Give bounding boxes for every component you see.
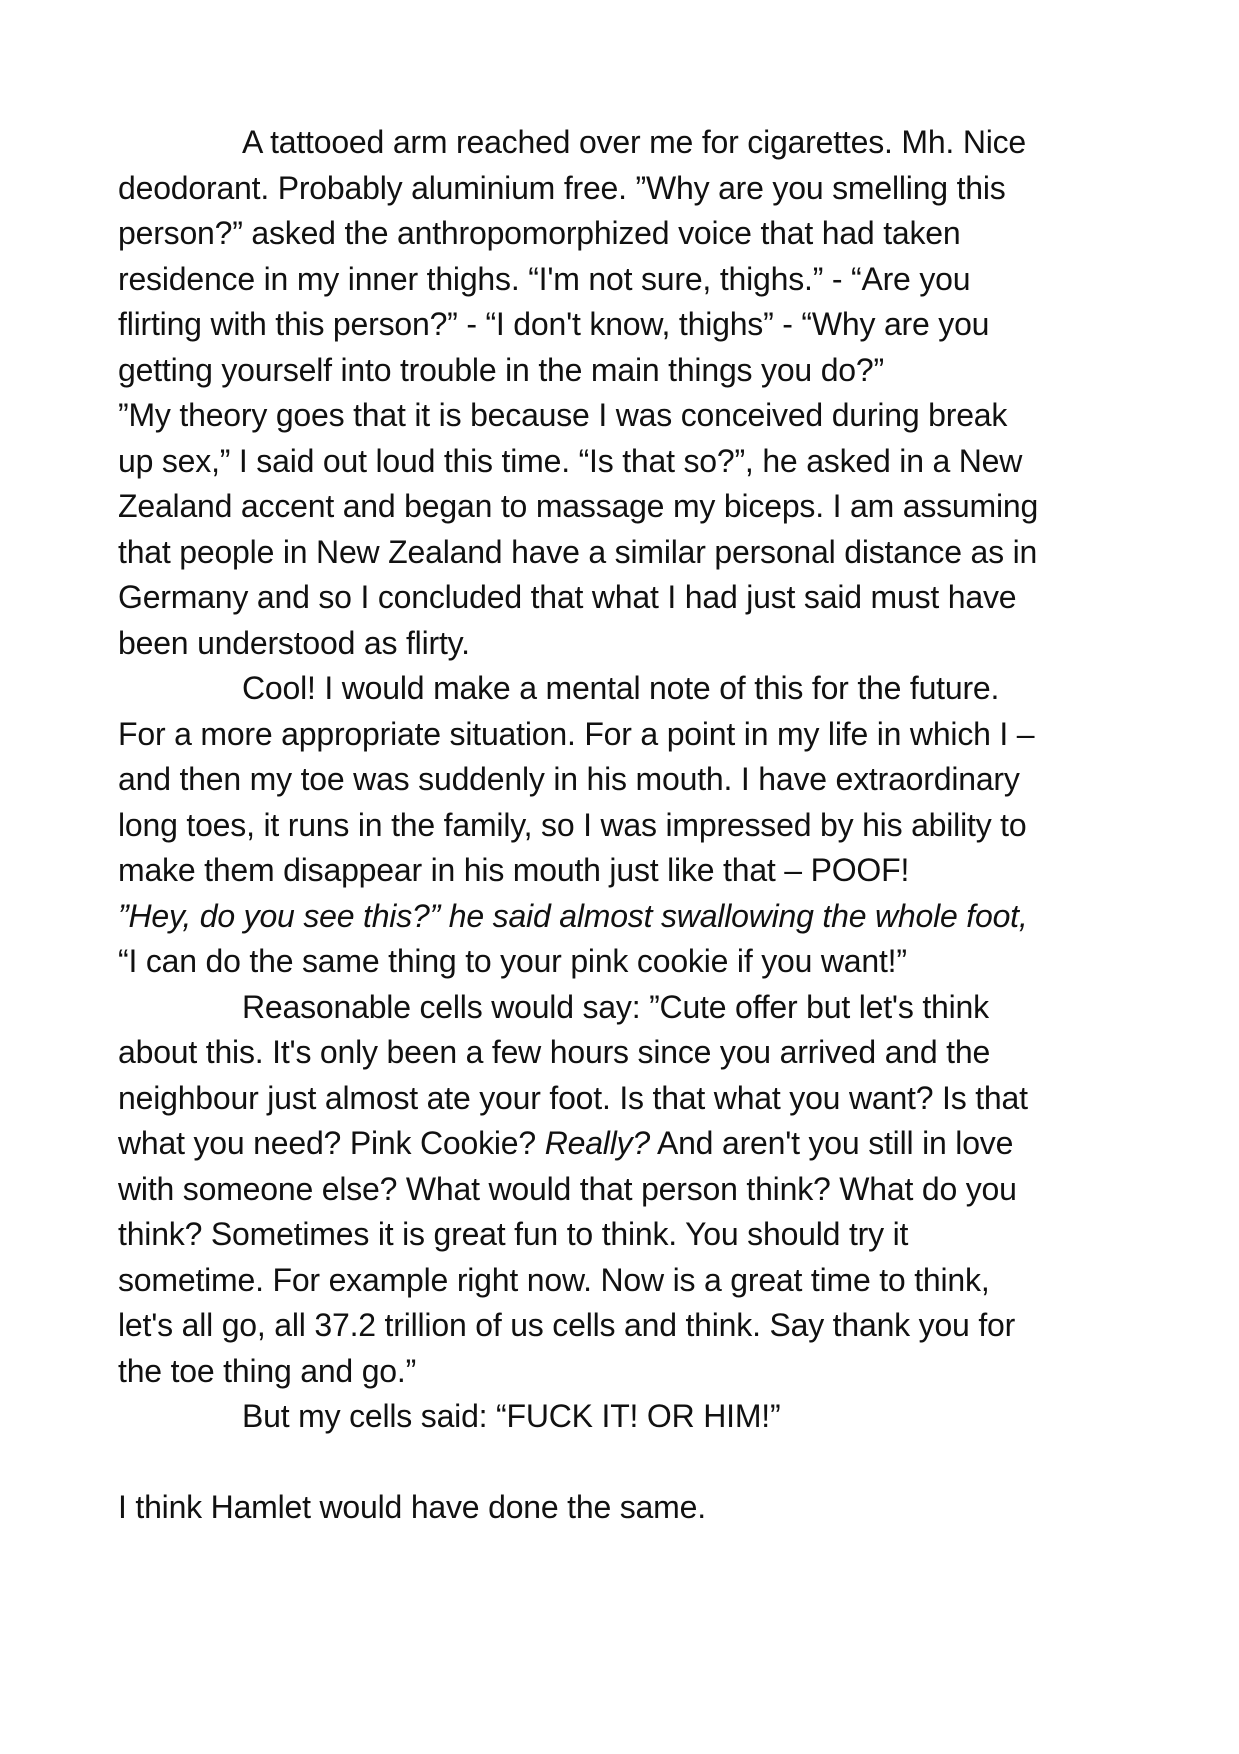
text-line: Zealand accent and began to massage my biceps. I am assuming <box>118 488 1039 524</box>
text-line: person?” asked the anthropomorphized voice that had taken <box>118 215 961 251</box>
text-line: with someone else? What would that person think? What do you <box>118 1170 1017 1207</box>
text-line <box>118 1121 1128 1167</box>
text-line: and then my toe was suddenly in his mouth. I have extraordinary <box>118 761 1020 797</box>
text-line: let's all go, all 37.2 trillion of us cells and think. Say thank you for <box>118 1307 1016 1343</box>
text-line: the toe thing and go.” <box>118 1352 417 1389</box>
text-line: getting yourself into trouble in the main things you do?” <box>118 351 884 388</box>
text-line: I think Hamlet would have done the same. <box>118 1489 706 1525</box>
text-line: “I can do the same thing to your pink cookie if you want!” <box>118 943 907 979</box>
text-line: A tattooed arm reached over me for cigarettes. Mh. Nice <box>242 124 1027 160</box>
text-line: neighbour just almost ate your foot. Is that what you want? Is that <box>118 1079 1028 1116</box>
text-line: Cool! I would make a mental note of this for the future. <box>242 670 1000 706</box>
text-line: think? Sometimes it is great fun to think. You should try it <box>118 1216 909 1252</box>
text-line: been understood as flirty. <box>118 624 470 661</box>
text-line: deodorant. Probably aluminium free. ”Why are you smelling this <box>118 169 1006 206</box>
text-line: about this. It's only been a few hours since you arrived and the <box>118 1034 991 1070</box>
text-line: Germany and so I concluded that what I had just said must have <box>118 579 1017 615</box>
text-line: For a more appropriate situation. For a point in my life in which I – <box>118 715 1035 752</box>
text-line: long toes, it runs in the family, so I was impressed by his ability to <box>118 806 1027 843</box>
body-text <box>118 120 1128 1531</box>
text-line: that people in New Zealand have a similar personal distance as in <box>118 533 1038 570</box>
text-segment-italic: Really? <box>544 1125 651 1161</box>
text-line: But my cells said: “FUCK IT! OR HIM!” <box>242 1398 781 1434</box>
text-line: up sex,” I said out loud this time. “Is that so?”, he asked in a New <box>118 442 1023 479</box>
text-line: residence in my inner thighs. “I'm not sure, thighs.” - “Are you <box>118 260 971 297</box>
paragraph-gap <box>118 1440 1128 1486</box>
text-line: ”Hey, do you see this?” he said almost swallowing the whole foot, <box>118 897 1028 934</box>
text-line: make them disappear in his mouth just like that – POOF! <box>118 852 910 888</box>
text-line: ”My theory goes that it is because I was conceived during break <box>118 397 1008 433</box>
text-segment: And aren't you still in love <box>650 1125 1014 1161</box>
text-line: Reasonable cells would say: ”Cute offer but let's think <box>242 988 989 1025</box>
text-line: flirting with this person?” - “I don't know, thighs” - “Why are you <box>118 306 990 342</box>
text-segment: what you need? Pink Cookie? <box>118 1125 545 1161</box>
text-line: sometime. For example right now. Now is a great time to think, <box>118 1261 990 1298</box>
